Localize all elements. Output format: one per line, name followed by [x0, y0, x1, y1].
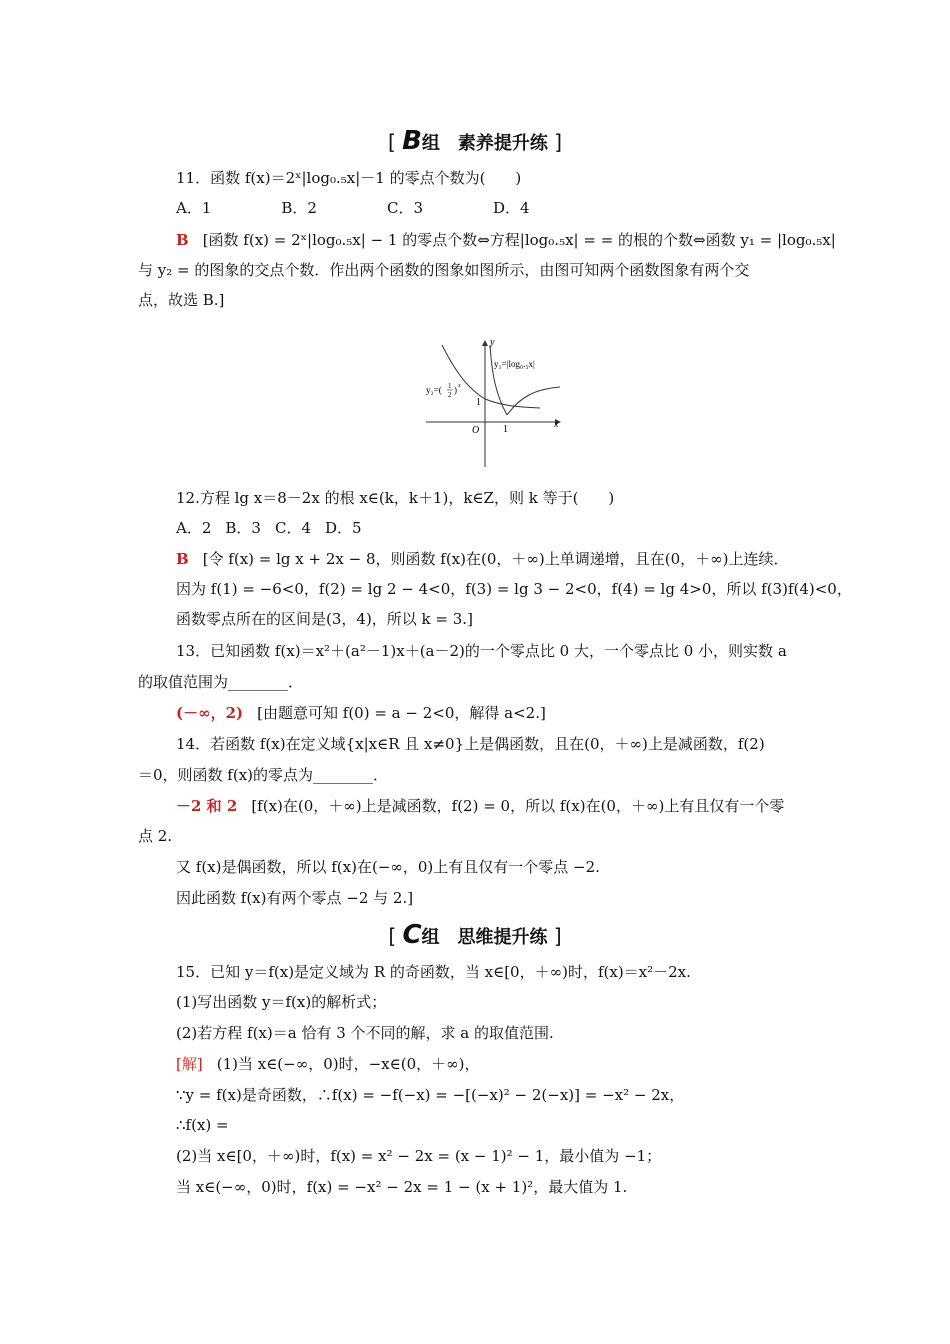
y1-label: y₁=|log₀.₅x|	[494, 359, 535, 369]
q15-solution-line4: (2)当 x∈[0，＋∞)时，f(x) = x² − 2x = (x − 1)² − 1，最小值为 −1；	[176, 1147, 662, 1165]
bracket-right: ]	[553, 924, 562, 948]
option-b: B．2	[281, 199, 317, 217]
q14-answer: －2 和 2	[176, 797, 238, 815]
q11-solution-line3: 点，故选 B.]	[138, 291, 225, 309]
origin-label: O	[472, 425, 480, 436]
q15-solution-line1: [解] (1)当 x∈(−∞，0)时，−x∈(0，＋∞)，	[176, 1055, 480, 1073]
q13-stem-line2: 的取值范围为________．	[138, 673, 304, 691]
q15-part1: (1)写出函数 y＝f(x)的解析式；	[176, 993, 387, 1011]
section-b-title: 组 素养提升练	[421, 133, 548, 154]
q12-stem: 12.方程 lg x＝8－2x 的根 x∈(k，k＋1)，k∈Z，则 k 等于( )	[176, 489, 615, 507]
y2-exponent: x	[458, 383, 461, 389]
q11-answer: B	[176, 231, 189, 249]
q14-solution-line4: 因此函数 f(x)有两个零点 −2 与 2.]	[176, 889, 414, 907]
option-d: D．4	[493, 199, 530, 217]
q15-solution-line3: ∴f(x) =	[176, 1116, 229, 1134]
q12-solution-line2: 因为 f(1) = −6<0，f(2) = lg 2 − 4<0，f(3) = lg 3 − 2<0，f(4) = lg 4>0，所以 f(3)f(4)<0，	[176, 580, 852, 598]
q12-solution-line1: B [令 f(x) = lg x + 2x − 8，则函数 f(x)在(0，＋∞)上单调递增，且在(0，＋∞)上连续．	[176, 550, 789, 568]
q15-jie-label: [解]	[176, 1055, 203, 1073]
y-one-label: 1	[476, 397, 481, 408]
bracket-left: [	[387, 130, 396, 154]
q14-solution-line2: 点 2.	[138, 827, 173, 845]
x-axis-label: x	[554, 419, 559, 430]
section-b-letter: B	[402, 126, 422, 156]
q15-stem: 15．已知 y＝f(x)是定义域为 R 的奇函数，当 x∈[0，＋∞)时，f(x)＝x²－2x.	[176, 963, 691, 981]
function-graph	[420, 335, 570, 471]
q15-solution-line2: ∵y = f(x)是奇函数，∴f(x) = −f(−x) = −[(−x)² − 2(−x)] = −x² − 2x，	[176, 1086, 685, 1104]
q14-stem-line2: ＝0，则函数 f(x)的零点为________．	[138, 766, 389, 784]
option-c: C．3	[386, 199, 423, 217]
y2-close: )	[454, 385, 457, 395]
q12-answer: B	[176, 550, 189, 568]
y2-denominator: 2	[448, 391, 452, 399]
y2-numerator: 1	[448, 382, 452, 390]
q13-stem-line1: 13．已知函数 f(x)＝x²＋(a²－1)x＋(a－2)的一个零点比 0 大，一个零点比 0 小，则实数 a	[176, 642, 787, 660]
q15-part2: (2)若方程 f(x)＝a 恰有 3 个不同的解，求 a 的取值范围.	[176, 1024, 554, 1042]
q11-solution-line2: 与 y₂ = 的图象的交点个数．作出两个函数的图象如图所示，由图可知两个函数图象有两个交	[138, 261, 750, 279]
y1-curve-right	[507, 387, 560, 415]
q14-stem-line1: 14．若函数 f(x)在定义域{x|x∈R 且 x≠0}上是偶函数，且在(0，＋∞)上是减函数，f(2)	[176, 735, 765, 753]
section-c-title: 组 思维提升练	[421, 927, 548, 948]
bracket-left: [	[388, 924, 397, 948]
q12-solution-line3: 函数零点所在的区间是(3，4)，所以 k = 3.]	[176, 610, 473, 628]
section-b-header	[0, 126, 950, 156]
y-axis-label: y	[490, 337, 495, 348]
option-a: A．1	[176, 199, 212, 217]
section-c-letter: C	[402, 920, 422, 950]
q11-solution-line1: B [函数 f(x) = 2ˣ|log₀.₅x| − 1 的零点个数⇔方程|log₀.₅x| = = 的根的个数⇔函数 y₁ = |log₀.₅x|	[176, 231, 836, 249]
section-c-header	[0, 920, 950, 950]
x-one-label: 1	[503, 424, 508, 435]
q13-solution: (－∞，2) [由题意可知 f(0) = a − 2<0，解得 a<2.]	[176, 704, 546, 722]
q11-options	[176, 198, 530, 218]
q14-solution-line3: 又 f(x)是偶函数，所以 f(x)在(−∞，0)上有且仅有一个零点 −2.	[176, 858, 600, 876]
q12-options: A．2 B．3 C．4 D．5	[176, 519, 362, 537]
q14-solution-line1: －2 和 2 [f(x)在(0，＋∞)上是减函数，f(2) = 0，所以 f(x)在(0，＋∞)上有且仅有一个零	[176, 797, 785, 815]
y2-label: y₂=(	[426, 385, 442, 395]
q13-answer: (－∞，2)	[176, 704, 244, 722]
q11-stem: 11．函数 f(x)＝2ˣ|log₀.₅x|－1 的零点个数为( )	[176, 169, 522, 187]
q15-solution-line5: 当 x∈(−∞，0)时，f(x) = −x² − 2x = 1 − (x + 1)²，最大值为 1.	[176, 1178, 628, 1196]
bracket-right: ]	[554, 130, 562, 154]
